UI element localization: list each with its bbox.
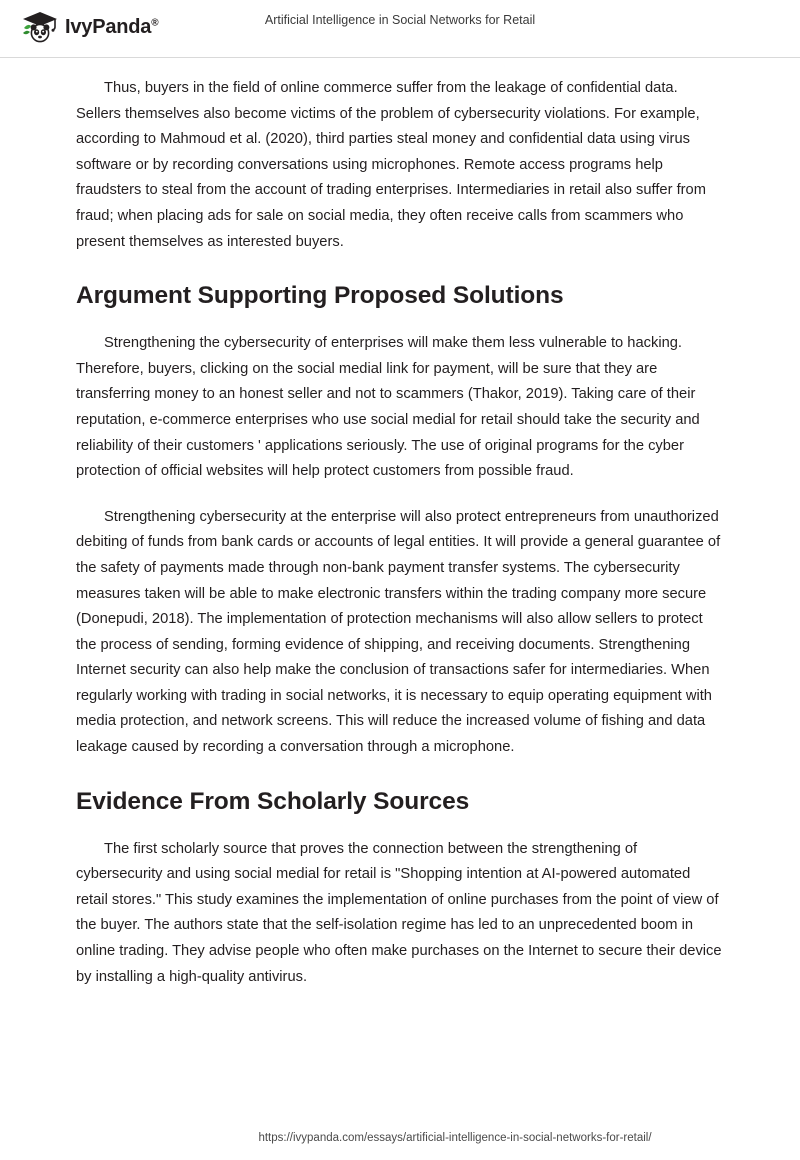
paragraph: The first scholarly source that proves the connection between the strengthening of cybersecurity and using social medial for retail is "Shopping intention at AI-powered automated retail stores." This study examines the implementation of online purchases from the point of view of the buyer. The authors state that the self-isolation regime has led to an unprecedented boom in online trading. They advise people who often make purchases on the Internet to secure their device by installing a high-quality antivirus. bbox=[76, 840, 722, 985]
source-url-link[interactable]: https://ivypanda.com/essays/artificial-intelligence-in-social-networks-for-retail/ bbox=[258, 1132, 652, 1144]
document-body bbox=[0, 58, 800, 990]
page-footer bbox=[0, 1132, 800, 1144]
section-heading: Argument Supporting Proposed Solutions bbox=[76, 282, 564, 310]
paragraph: Strengthening cybersecurity at the enterprise will also protect entrepreneurs from unauthorized debiting of funds from bank cards or accounts of legal entities. It will provide a general guarantee of the safety of payments made through non-bank payment transfer systems. The cybersecurity measures taken will be able to make electronic transfers within the trading company more secure (Donepudi, 2018). The implementation of protection mechanisms will also allow sellers to protect the process of sending, forming evidence of shipping, and receiving documents. Strengthening Internet security can also help make the conclusion of transactions safer for intermediaries. When regularly working with trading in social networks, it is necessary to equip operating equipment with media protection, and network screens. This will reduce the increased volume of fishing and data leakage caused by recording a conversation through a microphone. bbox=[76, 508, 721, 756]
section-heading: Evidence From Scholarly Sources bbox=[76, 787, 470, 815]
document-title: Artificial Intelligence in Social Networks for Retail bbox=[264, 13, 536, 27]
registered-mark: ® bbox=[151, 16, 159, 28]
paragraph: Strengthening the cybersecurity of enterprises will make them less vulnerable to hacking. Therefore, buyers, clicking on the social medial link for payment, will be sure that they are transferring money to an honest seller and not to scammers (Thakor, 2019). Taking care of their reputation, e-commerce enterprises who use social medial for retail should take the security and reliability of their customers ' applications seriously. The use of original programs for the cyber protection of official websites will help protect customers from possible fraud. bbox=[76, 335, 700, 480]
brand-name-text: IvyPanda bbox=[65, 15, 152, 38]
page-header bbox=[0, 0, 800, 58]
paragraph: Thus, buyers in the field of online commerce suffer from the leakage of confidential data. Sellers themselves also become victims of the problem of cybersecurity violations. For example, according to Mahmoud et al. (2020), third parties steal money and confidential data using virus software or by recording conversations using microphones. Remote access programs help fraudsters to steal from the account of trading enterprises. Intermediaries in retail also suffer from fraud; when placing ads for sale on social media, they often receive calls from scammers who present themselves as interested buyers. bbox=[76, 80, 706, 250]
